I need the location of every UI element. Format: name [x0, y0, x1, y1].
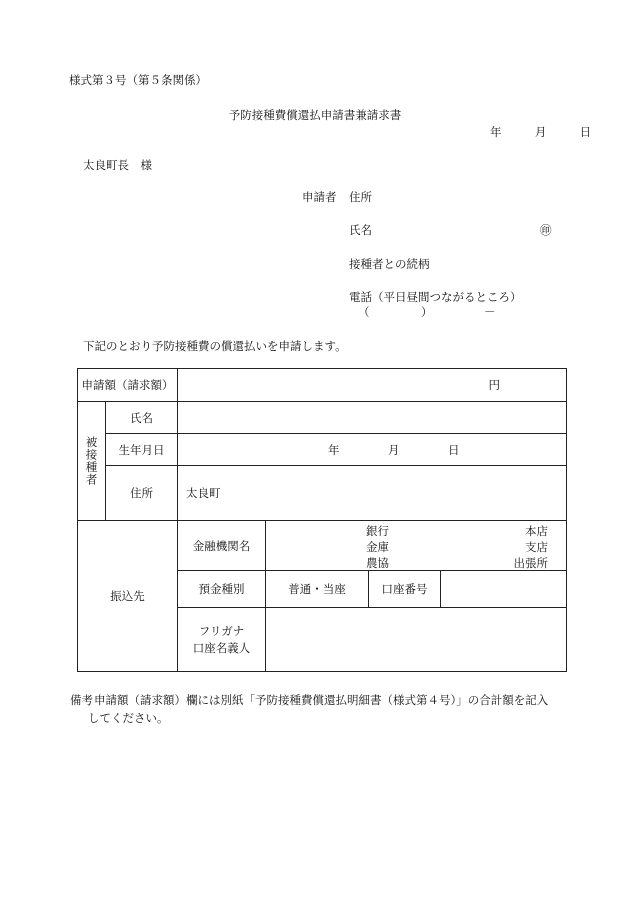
transfer-label: 振込先	[110, 589, 145, 603]
holder-label: 口座名義人	[192, 640, 251, 655]
vaccinee-label: 被接種者	[84, 436, 99, 486]
birth-month: 月	[388, 443, 400, 457]
bank-name-field[interactable]	[266, 521, 567, 571]
date-day: 日	[579, 125, 592, 139]
remarks-line1: 申請額（請求額）欄には別紙「予防接種費償還払明細書（様式第４号）」の合計額を記入	[94, 693, 549, 707]
vaccinee-label-cell	[78, 402, 106, 521]
bank-types	[366, 523, 389, 571]
bank-type-bank: 銀行	[366, 523, 389, 538]
applicant-label: 申請者	[302, 190, 337, 204]
amount-label: 申請額（請求額）	[81, 378, 174, 392]
intro-text: 下記のとおり予防接種費の償還払いを申請します。	[83, 339, 347, 353]
vaccinee-address-field[interactable]	[178, 466, 567, 521]
deposit-type-field[interactable]	[266, 571, 369, 608]
birth-date-field[interactable]	[178, 434, 567, 466]
date-month: 月	[534, 125, 547, 139]
date-line	[490, 124, 591, 140]
applicant-relation-label: 接種者との続柄	[349, 257, 430, 271]
address-label: 住所	[130, 486, 153, 500]
remarks-text	[88, 691, 584, 727]
remarks-line2: してください。	[88, 711, 169, 725]
remarks-label: 備考	[70, 693, 93, 707]
bank-type-nokyo: 農協	[366, 555, 389, 570]
phone-close-paren: ）	[421, 305, 433, 319]
branch-types	[514, 523, 549, 571]
account-no-label-cell	[369, 571, 441, 608]
name-label: 氏名	[130, 410, 153, 425]
bank-label-cell	[178, 521, 266, 571]
applicant-phone-label: 電話（平日昼間つながるところ）	[349, 290, 522, 304]
date-year: 年	[490, 125, 502, 139]
amount-field[interactable]	[178, 369, 567, 402]
deposit-label: 預金種別	[198, 582, 245, 596]
account-no-field[interactable]	[441, 571, 567, 608]
applicant-address-label: 住所	[349, 190, 372, 204]
address-label-cell	[106, 466, 178, 521]
phone-format	[358, 304, 496, 320]
branch-type-head: 本店	[525, 523, 548, 538]
branch-type-sub: 出張所	[513, 555, 548, 570]
bank-label: 金融機関名	[192, 538, 251, 553]
deposit-label-cell	[178, 571, 266, 608]
account-no-label: 口座番号	[381, 582, 428, 596]
name-label-cell	[106, 402, 178, 434]
holder-label-cell	[178, 608, 266, 672]
amount-label-cell	[78, 369, 178, 402]
form-title: 予防接種費償還払申請書兼請求書	[228, 108, 402, 122]
birth-label-cell	[106, 434, 178, 466]
phone-open-paren: （	[358, 305, 370, 319]
amount-unit: 円	[488, 378, 500, 392]
bank-type-shinkin: 金庫	[366, 539, 389, 554]
seal-mark: ㊞	[540, 223, 552, 237]
address-value: 太良町	[186, 486, 221, 500]
vaccinee-name-field[interactable]	[178, 402, 567, 434]
addressee: 太良町長 様	[83, 158, 152, 172]
applicant-name-label: 氏名	[349, 223, 372, 237]
application-table	[77, 368, 567, 672]
deposit-value: 普通・当座	[288, 582, 346, 596]
furigana-label: フリガナ	[198, 623, 245, 638]
birth-day: 日	[448, 443, 460, 457]
form-number: 様式第３号（第５条関係）	[69, 73, 207, 87]
holder-name-field[interactable]	[266, 608, 567, 672]
birth-label: 生年月日	[118, 442, 165, 457]
birth-year: 年	[328, 443, 340, 457]
branch-type-branch: 支店	[525, 539, 548, 554]
phone-dash: －	[484, 305, 496, 319]
transfer-label-cell	[78, 521, 178, 672]
